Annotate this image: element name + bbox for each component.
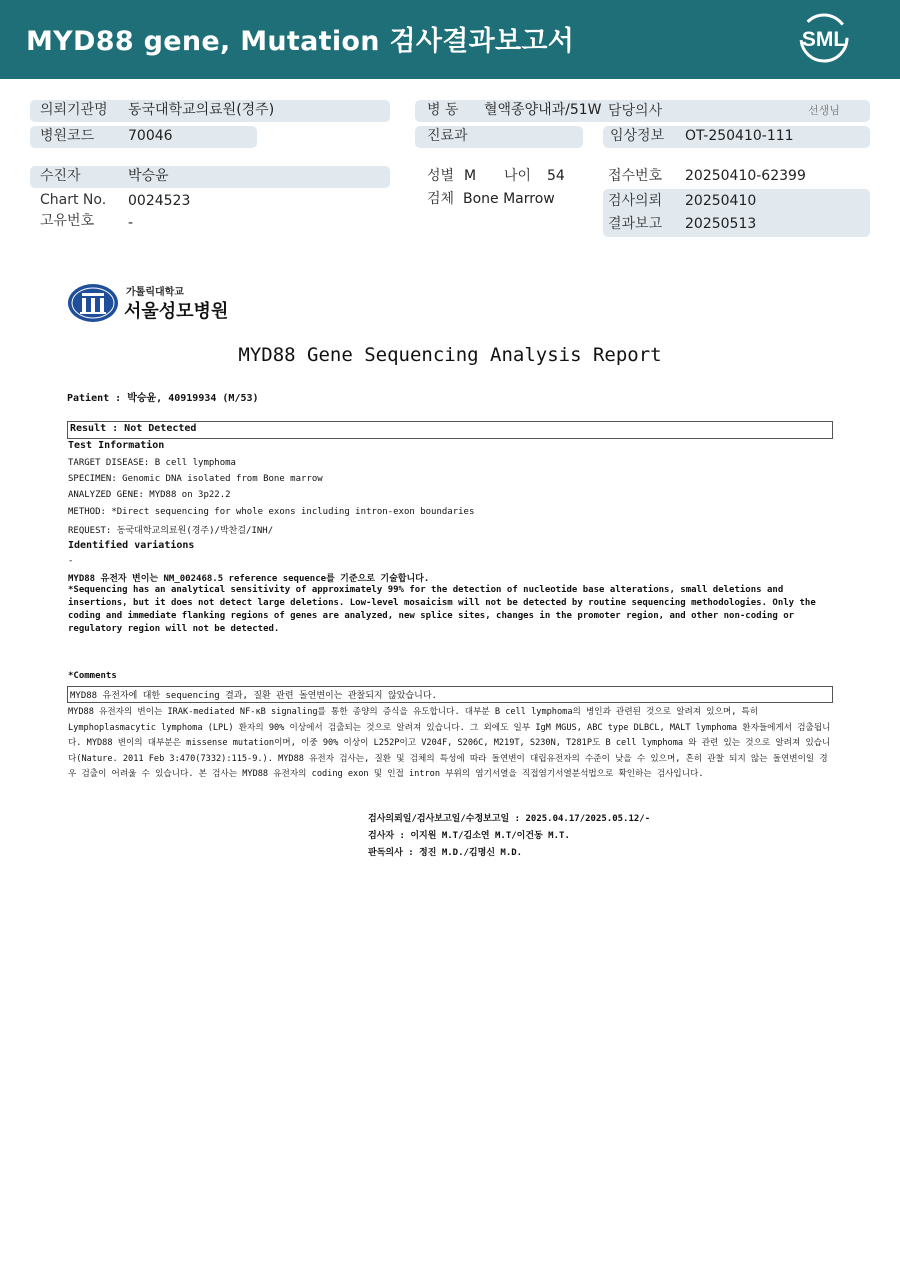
age-value: 54 [547, 168, 565, 184]
technicians-line: 검사자 : 이지원 M.T/김소연 M.T/이건동 M.T. [368, 831, 570, 841]
age-label: 나이 [504, 168, 532, 184]
sml-logo-text: SML [801, 28, 847, 51]
comments-heading: *Comments [68, 671, 117, 681]
test-info-heading: Test Information [68, 440, 165, 451]
report-header [0, 0, 900, 79]
sml-logo-icon [796, 12, 856, 66]
result-label: 결과보고 [608, 216, 663, 232]
ward-value: 혈액종양내과/51W [484, 102, 602, 118]
unique-value: - [128, 215, 134, 231]
chart-value: 0024523 [128, 193, 191, 209]
hospital-code-value: 70046 [128, 128, 173, 144]
request-label: 검사의뢰 [608, 193, 663, 209]
specimen-value: Bone Marrow [463, 191, 555, 207]
specimen-line: SPECIMEN: Genomic DNA isolated from Bone marrow [68, 474, 323, 484]
hospital-code-label: 병원코드 [40, 128, 95, 144]
request-line: REQUEST: 동국대학교의료원(경주)/박찬걸/INH/ [68, 526, 274, 536]
patient-line: Patient : 박승윤, 40919934 (M/53) [67, 393, 259, 404]
sensitivity-note: *Sequencing has an analytical sensitivity of approximately 99% for the detection of nucleotide base alterations, small deletions and insertions, but it does not detect large deletions. Low-level mosaicism will not be detected by routine sequencing methodologies. Only the coding and immediate flanking regions of genes are analyzed, new splice sites, changes in the promoter region, and other non-coding or regulatory region will not be detected. [68, 585, 816, 634]
page-title: MYD88 gene, Mutation 검사결과보고서 [26, 26, 575, 57]
sex-label: 성별 [427, 168, 455, 184]
identified-value: - [68, 556, 74, 566]
institution-value: 동국대학교의료원(경주) [128, 102, 275, 118]
comment-box-text: MYD88 유전자에 대한 sequencing 결과, 질환 관련 돌연변이는 관찰되지 않았습니다. [70, 691, 437, 701]
request-value: 20250410 [685, 193, 757, 209]
comment-box [67, 686, 833, 703]
specimen-label: 검체 [427, 191, 455, 207]
report-title: MYD88 Gene Sequencing Analysis Report [238, 344, 662, 366]
comment-body: MYD88 유전자의 변이는 IRAK-mediated NF-κB signaling를 통한 종양의 증식을 유도합니다. 대부분 B cell lymphoma의 병인과 관련된 것으로 알려져 있으며, 특히 Lymphoplasmacytic lymphoma (LPL) 환자의 90% 이상에서 검출되는 것으로 알려져 있습니다. 그 외에도 일부 IgM MGUS, ABC type DLBCL, MALT lymphoma 환자들에게서 검출됩니다. MYD88 변이의 대부분은 missense mutation이며, 이중 90% 이상이 L252P이고 V204F, S206C, M219T, S230N, T281P도 B cell lymphoma 와 관련 있는 것으로 알려져 있습니다(Nature. 2011 Feb 3:470(7332):115-9.). MYD88 유전자 검사는, 질환 및 검체의 특성에 따라 돌연변이 대립유전자의 수준이 낮을 수 있으며, 흔히 관찰 되지 않는 돌연변이일 경우 검출이 어려울 수 있습니다. 본 검사는 MYD88 유전자의 coding exon 및 인접 intron 부위의 염기서열을 직접염기서열분석법으로 확인하는 검사입니다. [68, 707, 831, 780]
receipt-label: 접수번호 [608, 168, 663, 184]
receipt-value: 20250410-62399 [685, 168, 806, 184]
target-disease: TARGET DISEASE: B cell lymphoma [68, 458, 236, 468]
hospital-name: 서울성모병원 [124, 301, 229, 322]
hospital-logo [67, 282, 237, 324]
result-value: 20250513 [685, 216, 757, 232]
ward-label: 병 동 [427, 102, 459, 118]
doctor-suffix: 선생님 [808, 104, 840, 117]
chart-label: Chart No. [40, 192, 107, 208]
unique-label: 고유번호 [40, 213, 95, 229]
method-line: METHOD: *Direct sequencing for whole exons including intron-exon boundaries [68, 507, 475, 517]
patient-row [30, 166, 390, 188]
clinical-value: OT-250410-111 [685, 128, 794, 144]
reference-note: MYD88 유전자 변이는 NM_002468.5 reference sequence를 기준으로 기술합니다. [68, 574, 430, 584]
result-box [67, 421, 833, 439]
patient-label: 수진자 [40, 168, 81, 184]
identified-heading: Identified variations [68, 540, 195, 551]
hospital-name-small: 가톨릭대학교 [126, 287, 184, 298]
analyzed-gene: ANALYZED GENE: MYD88 on 3p22.2 [68, 490, 231, 500]
sex-value: M [464, 168, 477, 184]
department-label: 진료과 [427, 128, 468, 144]
dates-line: 검사의뢰일/검사보고일/수정보고일 : 2025.04.17/2025.05.12/- [368, 814, 651, 824]
institution-label: 의뢰기관명 [40, 102, 108, 118]
patient-value: 박승윤 [128, 168, 169, 184]
result-line: Result : Not Detected [70, 423, 197, 434]
physicians-line: 판독의사 : 정진 M.D./김명신 M.D. [368, 848, 523, 858]
clinical-label: 임상정보 [610, 128, 665, 144]
hospital-emblem-icon [67, 282, 119, 324]
doctor-label: 담당의사 [608, 103, 663, 119]
